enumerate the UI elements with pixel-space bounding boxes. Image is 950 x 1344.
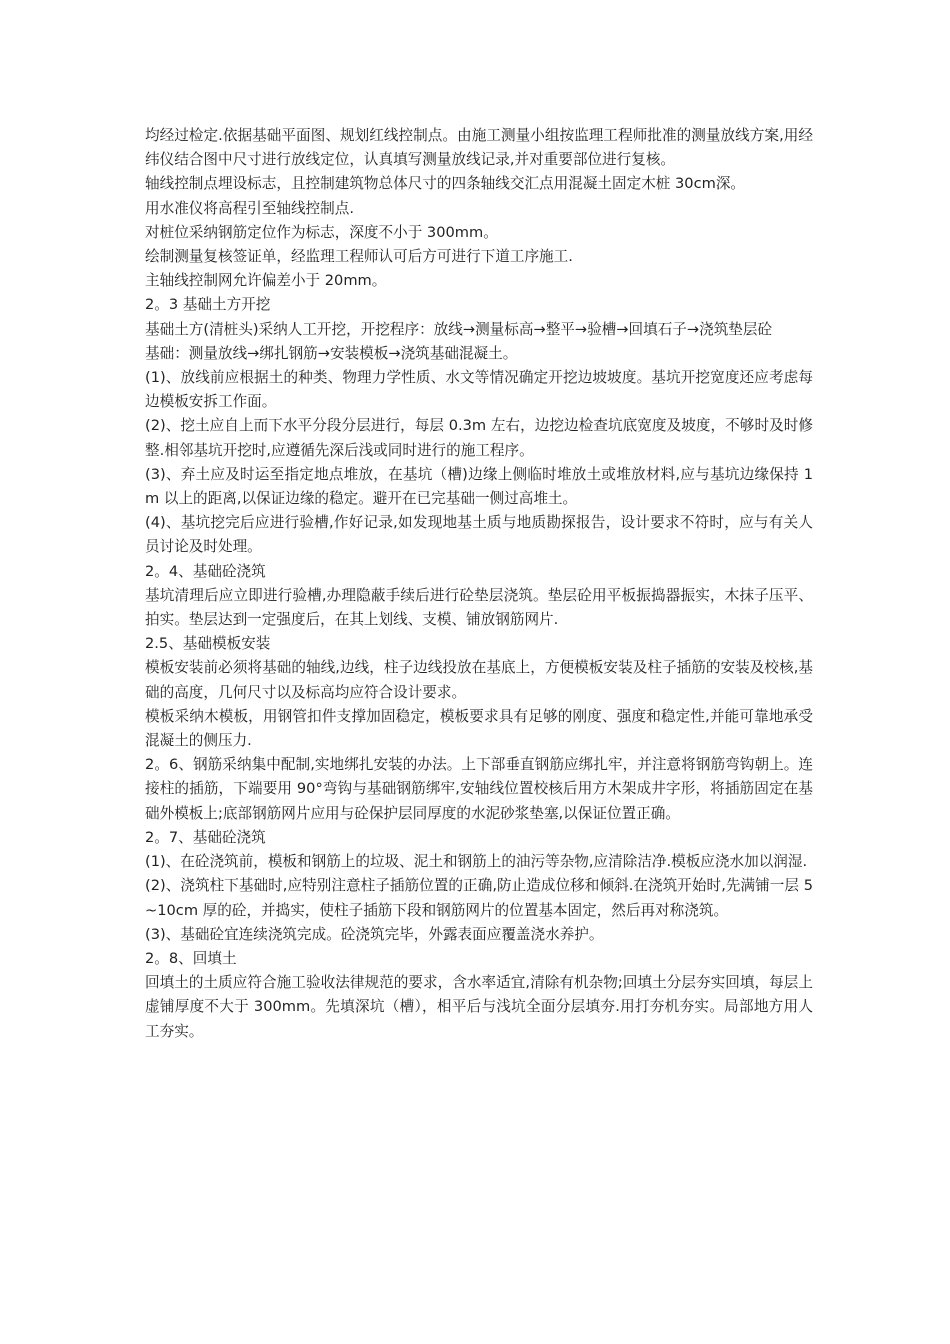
paragraph: (2)、浇筑柱下基础时,应特别注意柱子插筋位置的正确,防止造成位移和倾斜.在浇筑开始时,先满铺一层 5~10cm 厚的砼，并捣实，使柱子插筋下段和钢筋网片的位置基本固定，然后再对称浇筑。 bbox=[145, 877, 813, 919]
paragraph: 基础土方(清桩头)采纳人工开挖，开挖程序：放线→测量标高→整平→验槽→回填石子→浇筑垫层砼 bbox=[145, 320, 773, 338]
section-heading: 2。4、基础砼浇筑 bbox=[145, 562, 266, 580]
paragraph: (4)、基坑挖完后应进行验槽,作好记录,如发现地基土质与地质勘探报告，设计要求不符时，应与有关人员讨论及时处理。 bbox=[145, 514, 813, 556]
document-body bbox=[145, 124, 813, 1044]
paragraph: 模板采纳木模板，用钢管扣件支撑加固稳定，模板要求具有足够的刚度、强度和稳定性,并能可靠地承受混凝土的侧压力. bbox=[145, 707, 813, 750]
paragraph: 主轴线控制网允许偏差小于 20mm。 bbox=[145, 272, 387, 290]
section-heading: 2.5、基础模板安装 bbox=[145, 635, 271, 653]
paragraph: 轴线控制点埋设标志，且控制建筑物总体尺寸的四条轴线交汇点用混凝土固定木桩 30cm深。 bbox=[145, 175, 746, 193]
paragraph: (1)、在砼浇筑前，模板和钢筋上的垃圾、泥土和钢筋上的油污等杂物,应清除洁净.模板应浇水加以润湿. bbox=[145, 853, 808, 871]
section-heading: 2。3 基础土方开挖 bbox=[145, 296, 271, 314]
paragraph: (1)、放线前应根据土的种类、物理力学性质、水文等情况确定开挖边坡坡度。基坑开挖宽度还应考虑每边模板安拆工作面。 bbox=[145, 369, 813, 411]
paragraph: 模板安装前必须将基础的轴线,边线，柱子边线投放在基底上，方便模板安装及柱子插筋的安装及校核,基础的高度，几何尺寸以及标高均应符合设计要求。 bbox=[145, 659, 813, 701]
paragraph: 绘制测量复核签证单，经监理工程师认可后方可进行下道工序施工. bbox=[145, 248, 573, 266]
paragraph: (3)、基础砼宜连续浇筑完成。砼浇筑完毕，外露表面应覆盖浇水养护。 bbox=[145, 925, 604, 943]
paragraph: (3)、弃土应及时运至指定地点堆放，在基坑（槽)边缘上侧临时堆放土或堆放材料,应与基坑边缘保持 1m 以上的距离,以保证边缘的稳定。避开在已完基础一侧过高堆土。 bbox=[145, 465, 813, 508]
paragraph: (2)、挖土应自上而下水平分段分层进行，每层 0.3m 左右，边挖边检查坑底宽度及坡度，不够时及时修整.相邻基坑开挖时,应遵循先深后浅或同时进行的施工程序。 bbox=[145, 417, 813, 459]
paragraph: 回填土的土质应符合施工验收法律规范的要求，含水率适宜,清除有机杂物;回填土分层夯实回填，每层上虚铺厚度不大于 300mm。先填深坑（槽），相平后与浅坑全面分层填夯.用打夯机夯实。局部地方用人工夯实。 bbox=[145, 974, 813, 1040]
section-heading: 2。7、基础砼浇筑 bbox=[145, 828, 266, 846]
paragraph: 用水准仪将高程引至轴线控制点. bbox=[145, 199, 354, 217]
paragraph: 均经过检定.依据基础平面图、规划红线控制点。由施工测量小组按监理工程师批准的测量放线方案,用经纬仪结合图中尺寸进行放线定位，认真填写测量放线记录,并对重要部位进行复核。 bbox=[145, 127, 813, 169]
paragraph: 2。6、钢筋采纳集中配制,实地绑扎安装的办法。上下部垂直钢筋应绑扎牢，并注意将钢筋弯钩朝上。连接柱的插筋，下端要用 90°弯钩与基础钢筋绑牢,安轴线位置校核后用方木架成井字形，将插筋固定在基础外模板上;底部钢筋网片应用与砼保护层同厚度的水泥砂浆垫塞,以保证位置正确。 bbox=[145, 756, 813, 822]
paragraph: 基础：测量放线→绑扎钢筋→安装模板→浇筑基础混凝土。 bbox=[145, 344, 518, 362]
paragraph: 对桩位采纳钢筋定位作为标志，深度不小于 300mm。 bbox=[145, 223, 498, 241]
section-heading: 2。8、回填土 bbox=[145, 949, 237, 967]
paragraph: 基坑清理后应立即进行验槽,办理隐蔽手续后进行砼垫层浇筑。垫层砼用平板振捣器振实，木抹子压平、拍实。垫层达到一定强度后，在其上划线、支模、铺放钢筋网片. bbox=[145, 586, 813, 629]
